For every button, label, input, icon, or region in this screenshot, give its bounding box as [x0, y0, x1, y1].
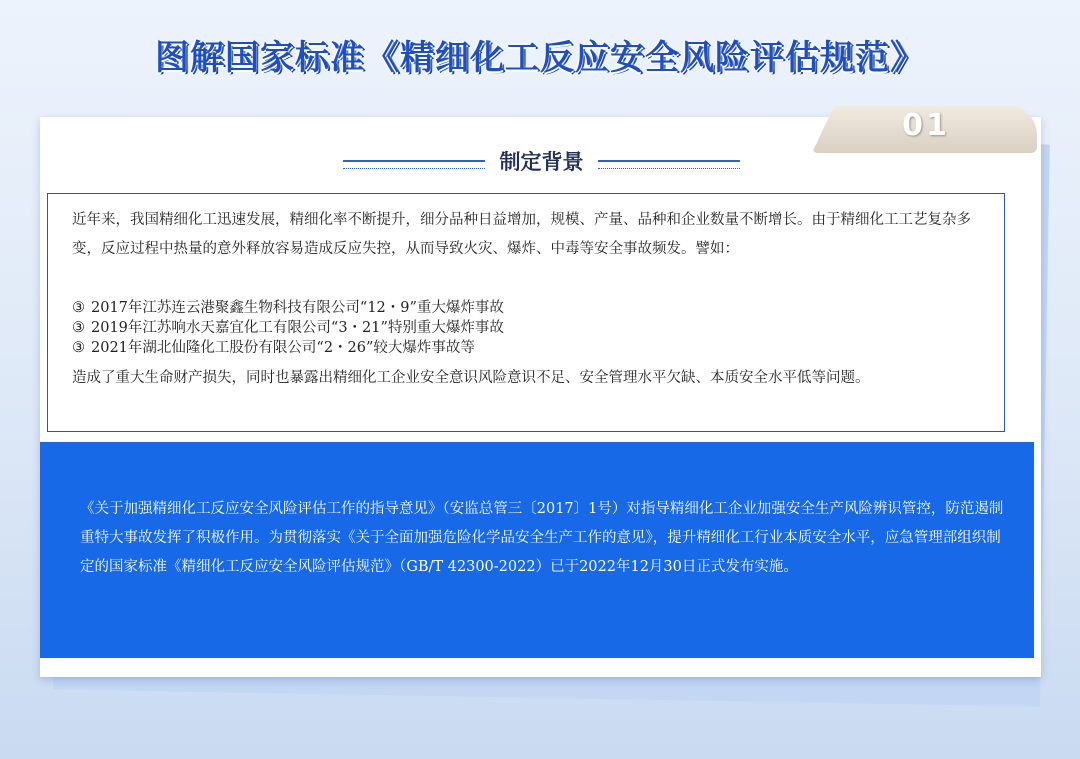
bullet-icon: ③: [72, 340, 85, 356]
incident-text: 2017年江苏连云港聚鑫生物科技有限公司“12・9”重大爆炸事故: [91, 300, 504, 316]
background-text-box: [47, 193, 1005, 432]
bullet-icon: ③: [72, 300, 85, 316]
page-title: 图解国家标准《精细化工反应安全风险评估规范》: [155, 38, 925, 78]
conclusion-paragraph: 造成了重大生命财产损失，同时也暴露出精细化工企业安全意识风险意识不足、安全管理水平欠缺、本质安全水平低等问题。: [72, 370, 870, 386]
standard-release-paragraph: 《关于加强精细化工反应安全风险评估工作的指导意见》（安监总管三〔2017〕1号）对指导精细化工企业加强安全生产风险辨识管控，防范遏制重特大事故发挥了积极作用。为贯彻落实《关于全面加强危险化学品安全生产工作的意见》，提升精细化工行业本质安全水平，应急管理部组织制定的国家标准《精细化工反应安全风险评估规范》（GB/T 42300-2022）已于2022年12月30日正式发布实施。: [80, 501, 1004, 575]
section-title: 制定背景: [499, 150, 584, 174]
list-item: [72, 338, 980, 358]
incident-text: 2021年湖北仙隆化工股份有限公司“2・26”较大爆炸事故等: [91, 340, 475, 356]
section-number: 01: [902, 108, 950, 143]
intro-paragraph: 近年来，我国精细化工迅速发展，精细化率不断提升，细分品种日益增加，规模、产量、品种和企业数量不断增长。由于精细化工工艺复杂多变，反应过程中热量的意外释放容易造成反应失控，从而导致火灾、爆炸、中毒等安全事故频发。譬如：: [72, 212, 971, 257]
section-title-left-rule: [343, 160, 485, 169]
section-title-right-rule: [598, 160, 740, 169]
incident-list: [72, 298, 980, 358]
list-item: [72, 298, 980, 318]
list-item: [72, 318, 980, 338]
incident-text: 2019年江苏响水天嘉宜化工有限公司“3・21”特别重大爆炸事故: [91, 320, 504, 336]
bullet-icon: ③: [72, 320, 85, 336]
